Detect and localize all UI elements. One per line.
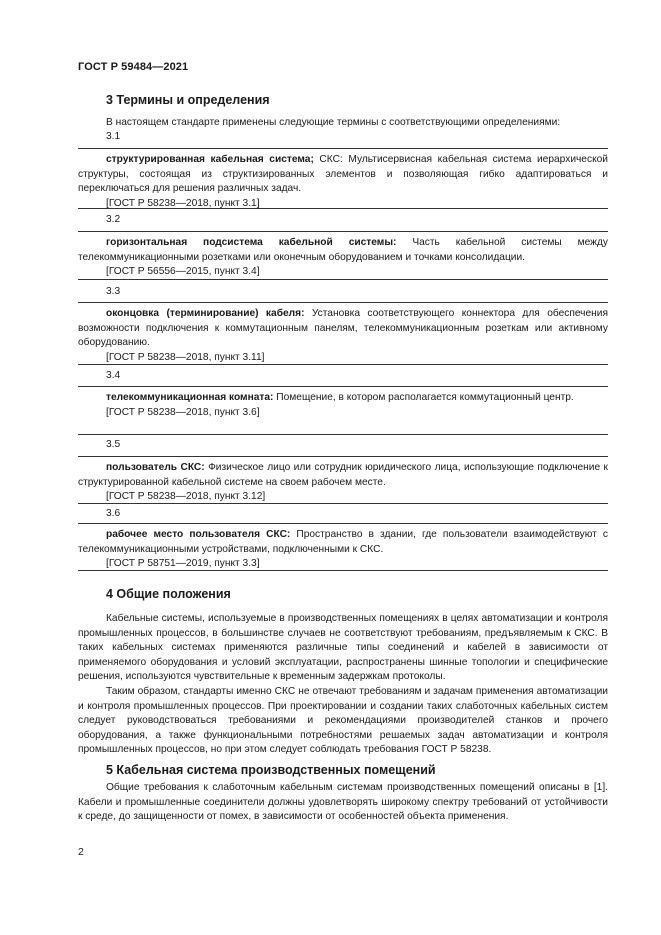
term-definition <box>78 236 608 265</box>
term-reference: [ГОСТ Р 58238—2018, пункт 3.6] <box>106 406 260 418</box>
term-name: структурированная кабельная система; <box>106 154 314 165</box>
page-number: 2 <box>78 846 84 858</box>
term-reference: [ГОСТ Р 56556—2015, пункт 3.4] <box>106 266 260 278</box>
term-reference: [ГОСТ Р 58238—2018, пункт 3.11] <box>106 351 265 363</box>
term-text: Помещение, в котором располагается коммутационный центр. <box>273 392 574 403</box>
term-number: 3.3 <box>106 286 121 297</box>
term-text: Установка соответствующего коннектора для обеспечения возможности подключения к коммутационным панелям, телекоммуникационным розеткам или активному оборудованию. <box>78 308 608 349</box>
term-box <box>78 386 608 435</box>
document-id-header: ГОСТ Р 59484—2021 <box>78 61 189 73</box>
section-4-title: 4 Общие положения <box>106 587 231 601</box>
term-number: 3.5 <box>106 439 121 450</box>
paragraph: Таким образом, стандарты именно СКС не отвечают требованиям и задачам применения автоматизации и контроля промышленных процессов. При проектировании и создании таких слаботочных кабельных систем следует руководствоваться требованиями и рекомендациями производителей станков и прочего оборудования, а также функциональными потребностями решаемых задач автоматизации и контроля промышленных процессов, но при этом следует соблюдать требования ГОСТ Р 58238. <box>78 685 608 756</box>
term-definition <box>78 307 608 351</box>
term-box <box>78 148 608 209</box>
term-text: Пространство в здании, где пользователи взаимодействуют с телекоммуникационными устройствами, подключенными к СКС. <box>78 529 608 555</box>
term-name: телекоммуникационная комната: <box>106 392 274 403</box>
term-reference: [ГОСТ Р 58751—2019, пункт 3.3] <box>106 558 260 570</box>
term-definition <box>78 391 608 406</box>
term-reference: [ГОСТ Р 58238—2018, пункт 3.1] <box>106 197 260 209</box>
term-box <box>78 456 608 504</box>
term-number: 3.6 <box>106 508 121 519</box>
term-name: пользователь СКС: <box>106 462 205 473</box>
paragraph: Кабельные системы, используемые в производственных помещениях в целях автоматизации и контроля промышленных процессов, в большинстве случаев не соответствуют требованиям, предъявляемым к СКС. В таких кабельных системах применяются различные типы соединений и кабелей в зависимости от применяемого оборудования и условий эксплуатации, распространены шинные топологии и специфические решения, используются чувствительные к временным задержкам протоколы. <box>78 613 608 683</box>
term-name: оконцовка (терминирование) кабеля: <box>106 308 305 319</box>
term-name: рабочее место пользователя СКС: <box>106 529 291 540</box>
term-text: СКС: Мультисервисная кабельная система иерархической структуры, состоящая из структизированных элементов и позволяющая гибко адаптироваться и переключаться для решения различных задач. <box>78 154 608 195</box>
term-number: 3.1 <box>106 131 121 142</box>
term-number: 3.4 <box>106 370 121 381</box>
paragraph: Общие требования к слаботочным кабельным системам производственных помещений описаны в [1]. Кабели и промышленные соединители должны удовлетворять широкому спектру требований от устойчивости к среде, до защищенности от помех, в зависимости от особенностей объекта применения. <box>78 782 608 823</box>
term-box <box>78 231 608 280</box>
term-name: горизонтальная подсистема кабельной системы: <box>106 237 397 248</box>
term-text: Физическое лицо или сотрудник юридического лица, использующие подключение к структурированной кабельной системе на своем рабочем месте. <box>78 462 609 488</box>
term-definition <box>78 528 608 557</box>
section-4-body <box>78 612 608 758</box>
term-box <box>78 523 608 571</box>
section-5-title: 5 Кабельная система производственных помещений <box>106 763 436 777</box>
term-number: 3.2 <box>106 214 121 225</box>
section-3-intro: В настоящем стандарте применены следующие термины с соответствующими определениями: <box>106 117 561 128</box>
term-definition <box>78 153 608 197</box>
term-definition <box>78 461 608 490</box>
section-3-title: 3 Термины и определения <box>106 93 270 107</box>
term-text: Часть кабельной системы между телекоммуникационными розетками или оконечным оборудованием и точками консолидации. <box>78 237 608 263</box>
section-5-body <box>78 781 608 825</box>
term-reference: [ГОСТ Р 58238—2018, пункт 3.12] <box>106 491 266 503</box>
term-box <box>78 302 608 365</box>
